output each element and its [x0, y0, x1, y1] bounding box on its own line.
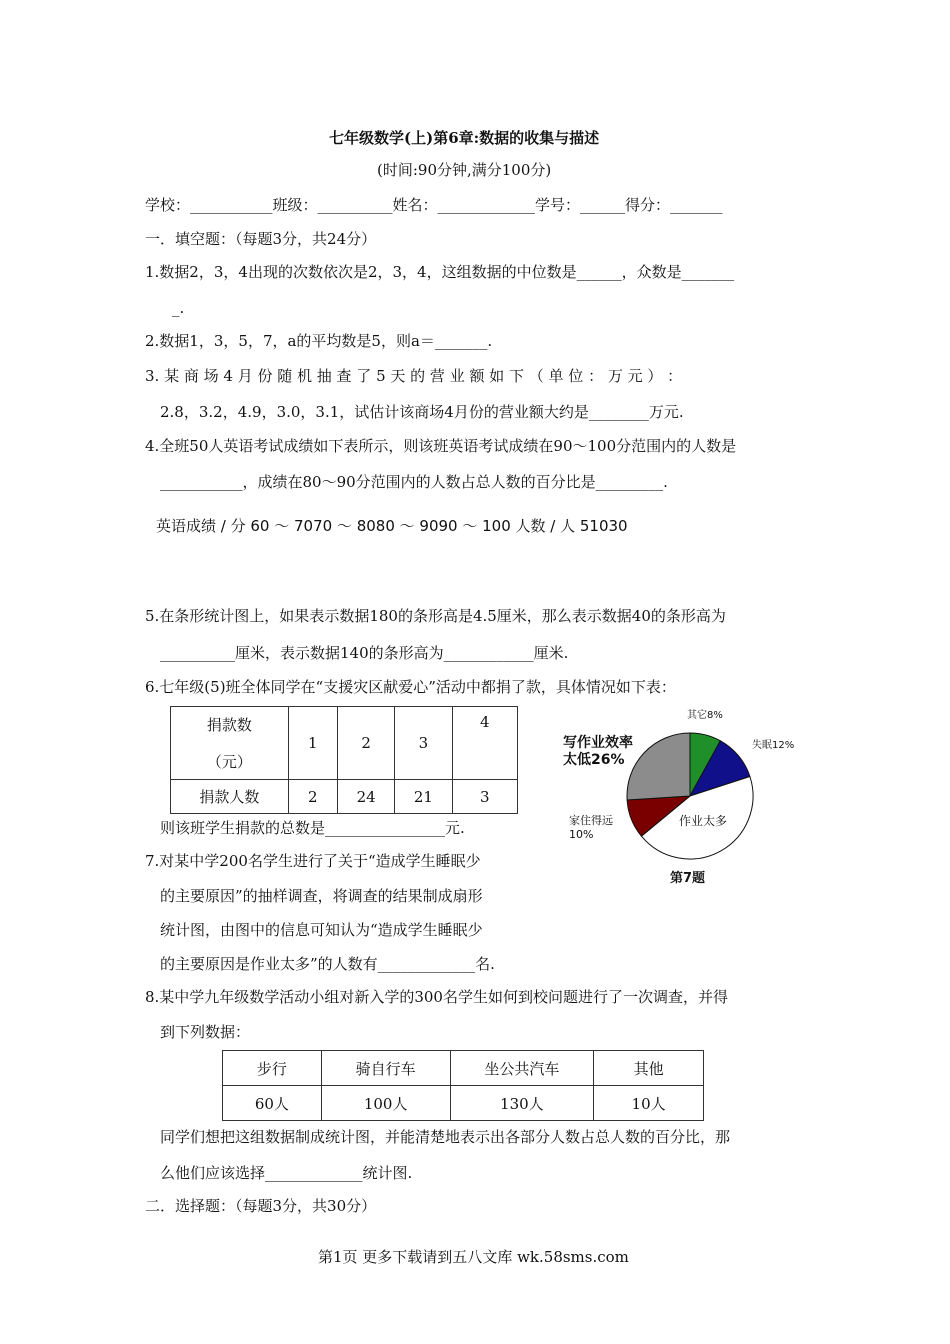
- question-8-line-3: 同学们想把这组数据制成统计图，并能清楚地表示出各部分人数占总人数的百分比，那: [160, 1128, 731, 1146]
- table-cell: 130人: [450, 1086, 594, 1121]
- commute-table: [222, 1050, 704, 1121]
- donation-unit-label: （元）: [206, 753, 252, 771]
- question-5-line-1: 5.在条形统计图上，如果表示数据180的条形高是4.5厘米，那么表示数据40的条形高为: [145, 607, 726, 625]
- question-1-line-2: _.: [172, 299, 185, 317]
- question-6-line-1: 6.七年级(5)班全体同学在“支援灾区献爱心”活动中都捐了款，具体情况如下表：: [145, 678, 676, 696]
- pie-label-other: 其它8%: [687, 710, 723, 721]
- question-5-line-2: __________厘米，表示数据140的条形高为____________厘米.: [160, 644, 569, 662]
- commute-header-other: 其他: [594, 1051, 704, 1086]
- question-1-line-1: 1.数据2，3，4出现的次数依次是2，3，4，这组数据的中位数是______，众数是_______: [145, 263, 735, 281]
- table-cell: 1: [288, 707, 337, 780]
- pie-label-inefficient-line-2: 太低26%: [563, 752, 625, 768]
- question-3-line-2: 2.8，3.2，4.9，3.0，3.1，试估计该商场4月份的营业额大约是________万元.: [160, 403, 684, 421]
- table-cell: 4: [452, 707, 517, 780]
- question-4-score-table: 英语成绩 / 分 60 ～ 7070 ～ 8080 ～ 9090 ～ 100 人数 / 人 51030: [156, 517, 628, 535]
- sleep-cause-pie-chart: [557, 700, 807, 890]
- pie-label-lives-far-line-1: 家住得远: [569, 814, 613, 827]
- table-cell: 3: [395, 707, 452, 780]
- question-4-line-1: 4.全班50人英语考试成绩如下表所示，则该班英语考试成绩在90～100分范围内的人数是: [145, 437, 737, 455]
- pie-label-insomnia: 失眠12%: [752, 740, 795, 751]
- question-8-line-1: 8.某中学九年级数学活动小组对新入学的300名学生如何到校问题进行了一次调查，并得: [145, 988, 728, 1006]
- table-cell: 60人: [223, 1086, 322, 1121]
- page-title: 七年级数学(上)第6章:数据的收集与描述: [329, 129, 600, 147]
- table-cell: 2: [288, 780, 337, 814]
- pie-slice-inefficient: [627, 733, 690, 800]
- question-8-line-4: 么他们应该选择_____________统计图.: [160, 1164, 413, 1182]
- donation-amount-label: 捐款数: [206, 716, 252, 734]
- commute-header-bus: 坐公共汽车: [450, 1051, 594, 1086]
- question-7-line-3: 统计图，由图中的信息可知认为“造成学生睡眠少: [160, 921, 483, 939]
- table-cell: 21: [395, 780, 452, 814]
- question-3-line-1: 3. 某 商 场 4 月 份 随 机 抽 查 了 5 天 的 营 业 额 如 下 （ 单 位 ： 万 元 ） ：: [145, 367, 683, 385]
- question-4-line-2: ___________，成绩在80～90分范围内的人数占总人数的百分比是_________.: [160, 473, 668, 491]
- pie-label-lives-far-line-2: 10%: [569, 828, 594, 841]
- donation-count-header: 捐款人数: [171, 780, 289, 814]
- pie-caption: 第7题: [670, 871, 706, 886]
- table-cell: 100人: [321, 1086, 450, 1121]
- question-7-line-2: 的主要原因”的抽样调查，将调查的结果制成扇形: [160, 887, 483, 905]
- question-7-line-4: 的主要原因是作业太多”的人数有_____________名.: [160, 955, 495, 973]
- table-cell: 3: [452, 780, 517, 814]
- section-heading-multiple-choice: 二．选择题：（每题3分，共30分）: [145, 1197, 377, 1215]
- table-cell: 10人: [594, 1086, 704, 1121]
- pie-slices: [627, 733, 753, 859]
- table-cell: 2: [337, 707, 394, 780]
- commute-header-bike: 骑自行车: [321, 1051, 450, 1086]
- question-8-line-2: 到下列数据：: [160, 1023, 251, 1041]
- page-subtitle: (时间:90分钟,满分100分): [377, 161, 552, 179]
- page-footer: 第1页 更多下载请到五八文库 wk.58sms.com: [318, 1248, 629, 1266]
- student-info-line: 学校：___________班级：__________姓名：_____________学号：______得分：_______: [145, 196, 723, 214]
- question-6-line-2: 则该班学生捐款的总数是________________元.: [160, 819, 465, 837]
- pie-label-inefficient-line-1: 写作业效率: [563, 735, 633, 751]
- pie-label-too-much-homework: 作业太多: [679, 814, 728, 828]
- commute-header-walk: 步行: [223, 1051, 322, 1086]
- donation-table: [170, 706, 518, 814]
- donation-amount-header: [171, 707, 289, 780]
- section-heading-fill-in: 一．填空题：（每题3分，共24分）: [145, 230, 377, 248]
- question-7-line-1: 7.对某中学200名学生进行了关于“造成学生睡眠少: [145, 852, 481, 870]
- question-2: 2.数据1，3，5，7，a的平均数是5，则a＝_______.: [145, 332, 493, 350]
- table-cell: 24: [337, 780, 394, 814]
